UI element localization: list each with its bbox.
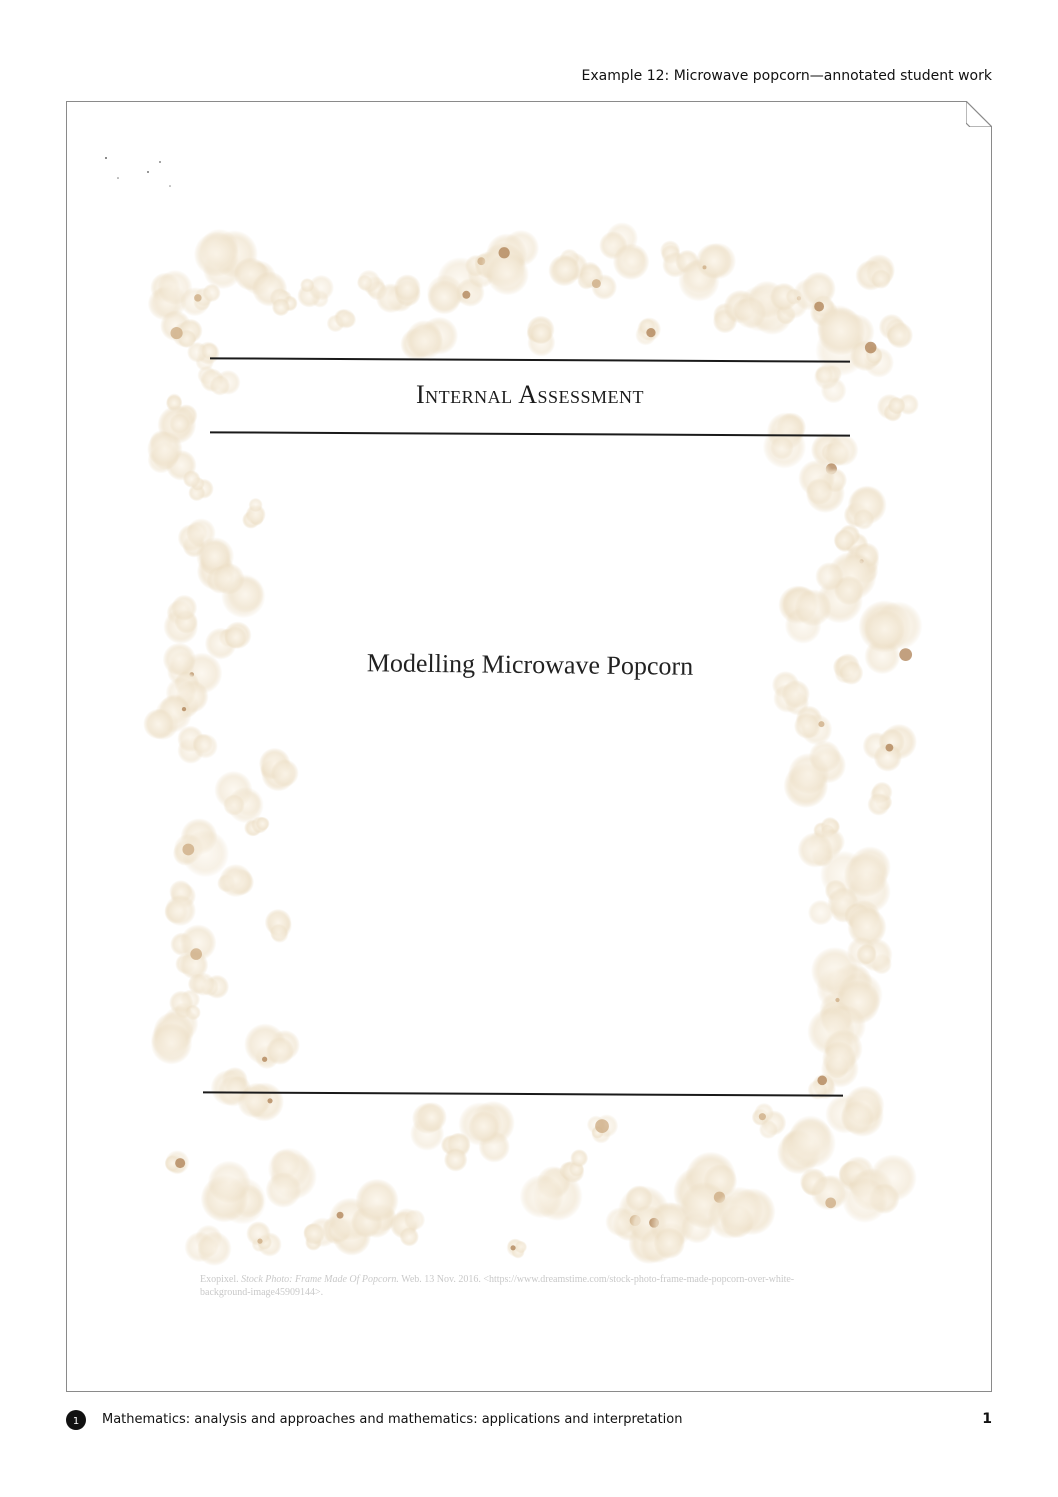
popcorn-piece (577, 262, 617, 300)
popcorn-piece (400, 317, 458, 360)
popcorn-piece (506, 1239, 527, 1259)
popcorn-piece (863, 724, 917, 772)
assessment-title: Internal Assessment (415, 380, 645, 409)
popcorn-piece (177, 726, 218, 764)
popcorn-piece (778, 585, 831, 643)
popcorn-piece (297, 275, 334, 308)
popcorn-piece (170, 924, 216, 979)
popcorn-piece (270, 288, 298, 316)
popcorn-piece (184, 1225, 231, 1266)
popcorn-piece (858, 600, 922, 674)
popcorn-piece (587, 1114, 618, 1143)
popcorn-piece (783, 740, 846, 808)
popcorn-piece (163, 595, 198, 644)
popcorn-piece (244, 1023, 300, 1069)
popcorn-piece (165, 1150, 190, 1174)
popcorn-piece (599, 222, 649, 280)
popcorn-piece (559, 1149, 588, 1183)
credit-author: Exopixel. (200, 1274, 239, 1285)
popcorn-piece (164, 880, 196, 926)
popcorn-piece (635, 317, 661, 345)
popcorn-piece (242, 498, 266, 529)
image-credit (200, 1273, 840, 1299)
popcorn-piece (265, 909, 292, 943)
popcorn-piece (197, 366, 240, 396)
popcorn-piece (259, 748, 299, 792)
credit-details: Web. 13 Nov. 2016. <https://www.dreamstime.com/stock-photo-frame-made-popcorn-over-white-background-image45909144>. (200, 1274, 795, 1298)
svg-text:1: 1 (72, 1416, 80, 1427)
popcorn-piece (214, 771, 264, 823)
popcorn-piece (752, 1103, 787, 1139)
popcorn-piece (207, 563, 266, 618)
popcorn-piece (527, 316, 556, 357)
running-head: Example 12: Microwave popcorn—annotated student work (581, 68, 992, 84)
popcorn-piece (833, 653, 863, 685)
page-number: 1 (982, 1411, 992, 1427)
popcorn-piece (265, 1148, 317, 1208)
popcorn-piece (879, 314, 913, 349)
popcorn-piece (151, 1006, 199, 1065)
popcorn-piece (798, 460, 847, 513)
popcorn-piece (844, 485, 887, 529)
popcorn-piece (327, 309, 357, 333)
popcorn-piece (246, 1221, 282, 1256)
popcorn-piece (794, 706, 832, 746)
popcorn-piece (877, 394, 919, 422)
popcorn-piece (855, 254, 895, 291)
popcorn-piece (183, 470, 214, 501)
popcorn-piece (173, 818, 229, 877)
credit-work: Stock Photo: Frame Made Of Popcorn. (241, 1274, 399, 1285)
popcorn-piece (201, 1161, 267, 1225)
ib-logo-icon (64, 1408, 90, 1432)
popcorn-piece (850, 340, 894, 377)
popcorn-piece (867, 782, 892, 816)
popcorn-piece (481, 230, 539, 296)
footer-course: Mathematics: analysis and approaches and mathematics: applications and interpretation (102, 1412, 683, 1427)
document-title: Modelling Microwave Popcorn (366, 648, 694, 681)
popcorn-piece (763, 412, 806, 468)
